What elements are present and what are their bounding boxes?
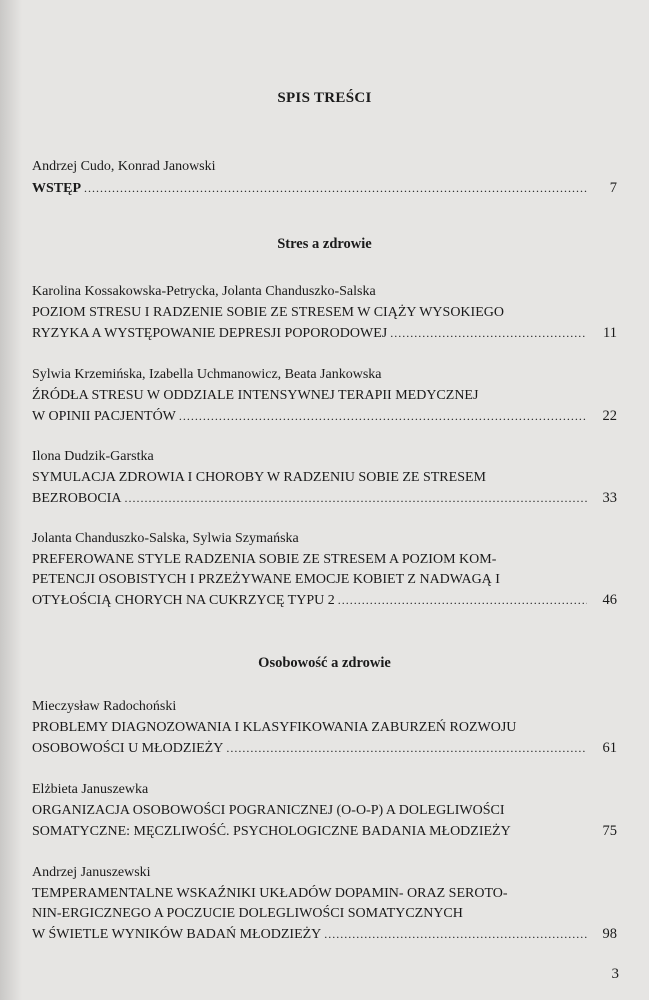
entry-page-number: 22 (602, 408, 617, 424)
entry-title-line: PETENCJI OSOBISTYCH I PRZEŻYWANE EMOCJE KOBIET Z NADWAGĄ I (32, 572, 500, 587)
entry-title-line: ORGANIZACJA OSOBOWOŚCI POGRANICZNEJ (O-O-P) A DOLEGLIWOŚCI (32, 803, 505, 818)
entry-title-line: SYMULACJA ZDROWIA I CHOROBY W RADZENIU SOBIE ZE STRESEM (32, 470, 486, 485)
toc-entry (32, 281, 617, 343)
entry-page-number: 33 (602, 490, 617, 506)
entry-page-number: 46 (602, 592, 617, 608)
entry-page-number: 11 (603, 325, 617, 341)
entry-title-line: SOMATYCZNE: MĘCZLIWOŚĆ. PSYCHOLOGICZNE BADANIA MŁODZIEŻY (32, 824, 511, 839)
page-folio-number: 3 (611, 966, 619, 982)
entry-page-number: 61 (602, 740, 617, 756)
entry-title-line: ŹRÓDŁA STRESU W ODDZIALE INTENSYWNEJ TERAPII MEDYCZNEJ (32, 388, 479, 403)
entry-title-line: PROBLEMY DIAGNOZOWANIA I KLASYFIKOWANIA ZABURZEŃ ROZWOJU (32, 720, 517, 735)
entry-authors: Mieczysław Radochoński (32, 699, 177, 714)
entry-title-line: W OPINII PACJENTÓW (32, 409, 176, 424)
section-heading: Osobowość a zdrowie (258, 655, 391, 671)
toc-entry-intro (32, 156, 617, 198)
entry-authors: Sylwia Krzemińska, Izabella Uchmanowicz, Beata Jankowska (32, 367, 382, 382)
entry-title: WSTĘP (32, 181, 82, 196)
entry-title-line: BEZROBOCIA (32, 491, 122, 506)
section-heading: Stres a zdrowie (277, 236, 372, 252)
entry-page-number: 75 (602, 823, 617, 839)
entry-title-line: OSOBOWOŚCI U MŁODZIEŻY (32, 741, 224, 756)
entry-title-line: NIN-ERGICZNEGO A POCZUCIE DOLEGLIWOŚCI SOMATYCZNYCH (32, 906, 463, 921)
dot-leader (324, 924, 587, 944)
entry-title-line: TEMPERAMENTALNE WSKAŹNIKI UKŁADÓW DOPAMIN- ORAZ SEROTO- (32, 886, 508, 901)
dot-leader (124, 488, 587, 508)
entry-authors: Jolanta Chanduszko-Salska, Sylwia Szymańska (32, 531, 299, 546)
toc-entry (32, 696, 617, 758)
toc-entry (32, 779, 617, 841)
entry-page-number: 98 (602, 926, 617, 942)
entry-title-line: POZIOM STRESU I RADZENIE SOBIE ZE STRESEM W CIĄŻY WYSOKIEGO (32, 305, 504, 320)
entry-authors: Karolina Kossakowska-Petrycka, Jolanta Chanduszko-Salska (32, 284, 376, 299)
page-title: SPIS TREŚCI (277, 90, 372, 106)
entry-title-line: PREFEROWANE STYLE RADZENIA SOBIE ZE STRESEM A POZIOM KOM- (32, 552, 497, 567)
toc-entry (32, 528, 617, 610)
entry-page-number: 7 (609, 180, 617, 196)
entry-authors: Elżbieta Januszewka (32, 782, 149, 797)
entry-authors: Andrzej Januszewski (32, 865, 151, 880)
toc-entry (32, 446, 617, 508)
entry-title-line: OTYŁOŚCIĄ CHORYCH NA CUKRZYCĘ TYPU 2 (32, 593, 335, 608)
dot-leader (179, 406, 587, 426)
entry-title-line: W ŚWIETLE WYNIKÓW BADAŃ MŁODZIEŻY (32, 927, 322, 942)
entry-authors: Andrzej Cudo, Konrad Janowski (32, 159, 216, 174)
toc-entry (32, 862, 617, 944)
book-spine-shadow (0, 0, 22, 1000)
dot-leader (390, 323, 587, 343)
dot-leader (84, 178, 587, 198)
entry-authors: Ilona Dudzik-Garstka (32, 449, 154, 464)
toc-entry (32, 364, 617, 426)
entry-title-line: RYZYKA A WYSTĘPOWANIE DEPRESJI POPORODOWEJ (32, 326, 388, 341)
dot-leader (226, 738, 587, 758)
dot-leader (338, 590, 587, 610)
